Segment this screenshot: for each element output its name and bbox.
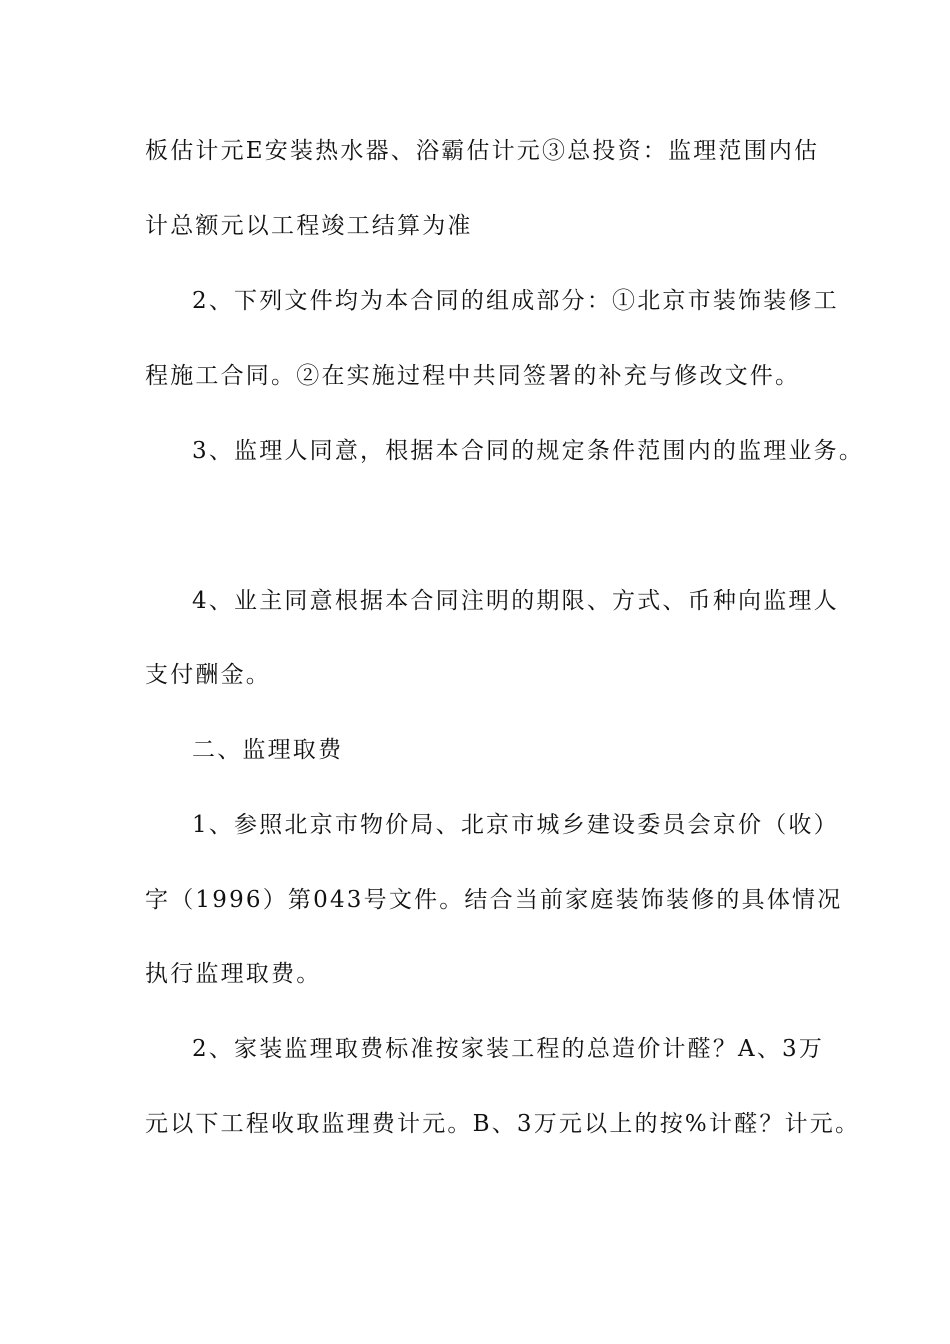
text-line-10: 字（1996）第043号文件。结合当前家庭装饰装修的具体情况: [145, 887, 843, 913]
text-line-9: 1、参照北京市物价局、北京市城乡建设委员会京价（收）: [192, 812, 839, 838]
text-line-6: 4、业主同意根据本合同注明的期限、方式、币种向监理人: [192, 588, 839, 614]
text-line-2: 计总额元以工程竣工结算为准: [145, 213, 473, 239]
section-heading: 二、监理取费: [192, 737, 344, 763]
text-line-7: 支付酬金。: [145, 662, 271, 688]
text-line-4: 程施工合同。②在实施过程中共同签署的补充与修改文件。: [145, 363, 801, 389]
text-line-12: 2、家装监理取费标准按家装工程的总造价计醛？A、3万: [192, 1036, 825, 1062]
text-line-11: 执行监理取费。: [145, 961, 322, 987]
text-line-1: 板估计元E安装热水器、浴霸估计元③总投资：监理范围内估: [145, 138, 820, 164]
text-line-3: 2、下列文件均为本合同的组成部分：①北京市装饰装修工: [192, 288, 839, 314]
text-line-13: 元以下工程收取监理费计元。B、3万元以上的按%计醛？计元。: [145, 1111, 861, 1137]
text-line-5: 3、监理人同意，根据本合同的规定条件范围内的监理业务。: [192, 438, 865, 464]
